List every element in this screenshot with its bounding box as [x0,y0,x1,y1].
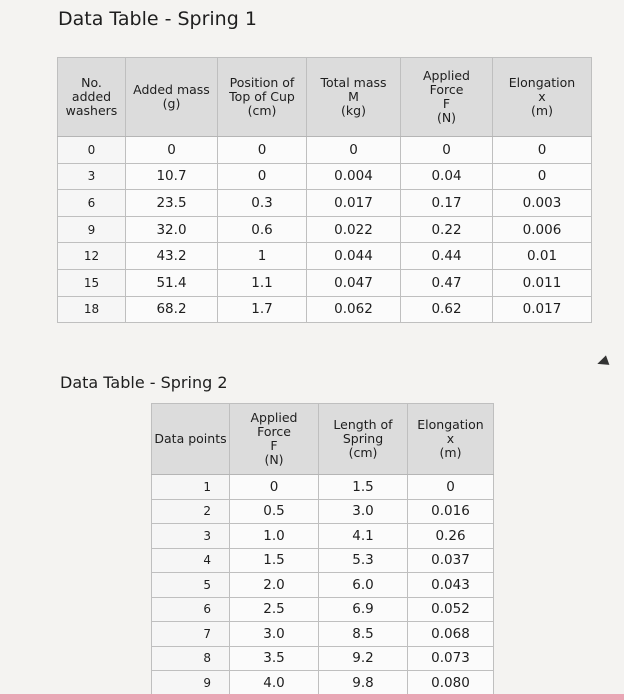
header-line: (g) [162,96,181,111]
table-cell: 0.017 [493,296,592,323]
table-cell: 0 [401,137,493,164]
header-line: (m) [439,445,462,460]
table-cell: 1.7 [218,296,307,323]
table-cell: 0.6 [218,216,307,243]
header-line: x [538,89,546,104]
table-cell: 15 [58,269,126,296]
spring1-data-table [57,57,592,323]
table-cell: 1 [218,243,307,270]
header-line: x [446,431,455,446]
table-cell: 7 [152,622,230,647]
table-cell: 0.047 [307,269,401,296]
header-line: Total mass [320,75,387,90]
table-cell: 1.1 [218,269,307,296]
table-cell: 1 [152,475,230,500]
table1-header-cell [493,58,592,137]
table-cell: 68.2 [126,296,218,323]
table-cell: 0.016 [408,499,494,524]
spring2-data-table [151,403,494,696]
table2-header-cell [152,404,230,475]
table-cell: 0.068 [408,622,494,647]
table-cell: 32.0 [126,216,218,243]
header-line: added [71,89,112,104]
table-cell: 43.2 [126,243,218,270]
table-cell: 2 [152,499,230,524]
table-cell: 0 [218,163,307,190]
header-line: (m) [531,103,553,118]
table-cell: 0.26 [408,524,494,549]
table-cell: 1.0 [230,524,319,549]
table-row [58,190,592,217]
bottom-edge-bar [0,694,624,700]
table-cell: 0.011 [493,269,592,296]
header-line: M [348,89,359,104]
header-line: Applied [423,68,470,83]
table-cell: 6 [58,190,126,217]
table-row [152,573,494,598]
table-cell: 1.5 [319,475,408,500]
table-cell: 12 [58,243,126,270]
header-line: Force [429,82,464,97]
table-cell: 0.003 [493,190,592,217]
table-row [58,137,592,164]
table-cell: 0.5 [230,499,319,524]
table1-header-cell [218,58,307,137]
table-row [58,269,592,296]
table1-header-row [58,58,592,137]
table-row [152,548,494,573]
table-cell: 10.7 [126,163,218,190]
table-row [152,622,494,647]
header-line: Elongation [508,75,576,90]
table-row [152,499,494,524]
header-line: (N) [436,110,457,125]
header-line: Applied [250,410,298,425]
table-row [58,163,592,190]
table-cell: 8.5 [319,622,408,647]
table-cell: 0.004 [307,163,401,190]
table2-header-row [152,404,494,475]
table-cell: 3.0 [230,622,319,647]
table-cell: 6.9 [319,597,408,622]
table-cell: 0.006 [493,216,592,243]
table-cell: 0.037 [408,548,494,573]
table-cell: 9 [152,671,230,696]
table1-header-cell [307,58,401,137]
table2-header-cell [230,404,319,475]
table-cell: 0.47 [401,269,493,296]
table-cell: 0.052 [408,597,494,622]
table1-header-cell [58,58,126,137]
header-line: F [270,438,278,453]
table2-header-cell [319,404,408,475]
table-row [58,296,592,323]
table-cell: 0.062 [307,296,401,323]
table-cell: 0.3 [218,190,307,217]
table-cell: 1.5 [230,548,319,573]
table-cell: 5 [152,573,230,598]
header-line: Spring [342,431,384,446]
table-cell: 0.17 [401,190,493,217]
table-cell: 0 [58,137,126,164]
header-line: (kg) [341,103,366,118]
header-line: No. [81,75,102,90]
header-line: (cm) [247,103,277,118]
table-cell: 23.5 [126,190,218,217]
header-line: (cm) [348,445,378,460]
table-row [152,646,494,671]
table-cell: 3 [58,163,126,190]
mouse-cursor-icon [596,355,610,368]
table1-title: Data Table - Spring 1 [58,8,257,30]
table2-body [152,475,494,696]
table-row [58,243,592,270]
table-cell: 0 [408,475,494,500]
table-cell: 0 [126,137,218,164]
table-cell: 0.022 [307,216,401,243]
table-cell: 2.0 [230,573,319,598]
table-row [152,475,494,500]
table-cell: 0.04 [401,163,493,190]
table-cell: 0.44 [401,243,493,270]
table-cell: 3.5 [230,646,319,671]
table-cell: 18 [58,296,126,323]
table-row [152,597,494,622]
header-line: Added mass [133,82,210,97]
table1-header-cell [126,58,218,137]
header-line: Data points [154,431,227,446]
header-line: Force [257,424,291,439]
header-line: (N) [264,452,284,467]
header-line: F [442,96,451,111]
table-cell: 0 [218,137,307,164]
table-cell: 9.2 [319,646,408,671]
table-cell: 0 [493,137,592,164]
table1-body [58,137,592,323]
table-cell: 0.017 [307,190,401,217]
table-cell: 6.0 [319,573,408,598]
table-cell: 3.0 [319,499,408,524]
table2-header-cell [408,404,494,475]
header-line: Position of [229,75,295,90]
table-cell: 0.073 [408,646,494,671]
table1-header-cell [401,58,493,137]
table-cell: 0.22 [401,216,493,243]
table-cell: 4.0 [230,671,319,696]
table-row [152,671,494,696]
table-row [58,216,592,243]
table-cell: 0 [493,163,592,190]
table-row [152,524,494,549]
header-line: washers [65,103,118,118]
table-cell: 0 [307,137,401,164]
table-cell: 0.080 [408,671,494,696]
table-cell: 0.62 [401,296,493,323]
table-cell: 4.1 [319,524,408,549]
table-cell: 0.043 [408,573,494,598]
table-cell: 0.044 [307,243,401,270]
table-cell: 9.8 [319,671,408,696]
table-cell: 4 [152,548,230,573]
table-cell: 2.5 [230,597,319,622]
table-cell: 5.3 [319,548,408,573]
header-line: Elongation [417,417,484,432]
table-cell: 6 [152,597,230,622]
table-cell: 51.4 [126,269,218,296]
table-cell: 0.01 [493,243,592,270]
table2-title: Data Table - Spring 2 [60,373,228,392]
table-cell: 0 [230,475,319,500]
table-cell: 3 [152,524,230,549]
table-cell: 9 [58,216,126,243]
header-line: Length of [333,417,393,432]
header-line: Top of Cup [229,89,295,104]
table-cell: 8 [152,646,230,671]
